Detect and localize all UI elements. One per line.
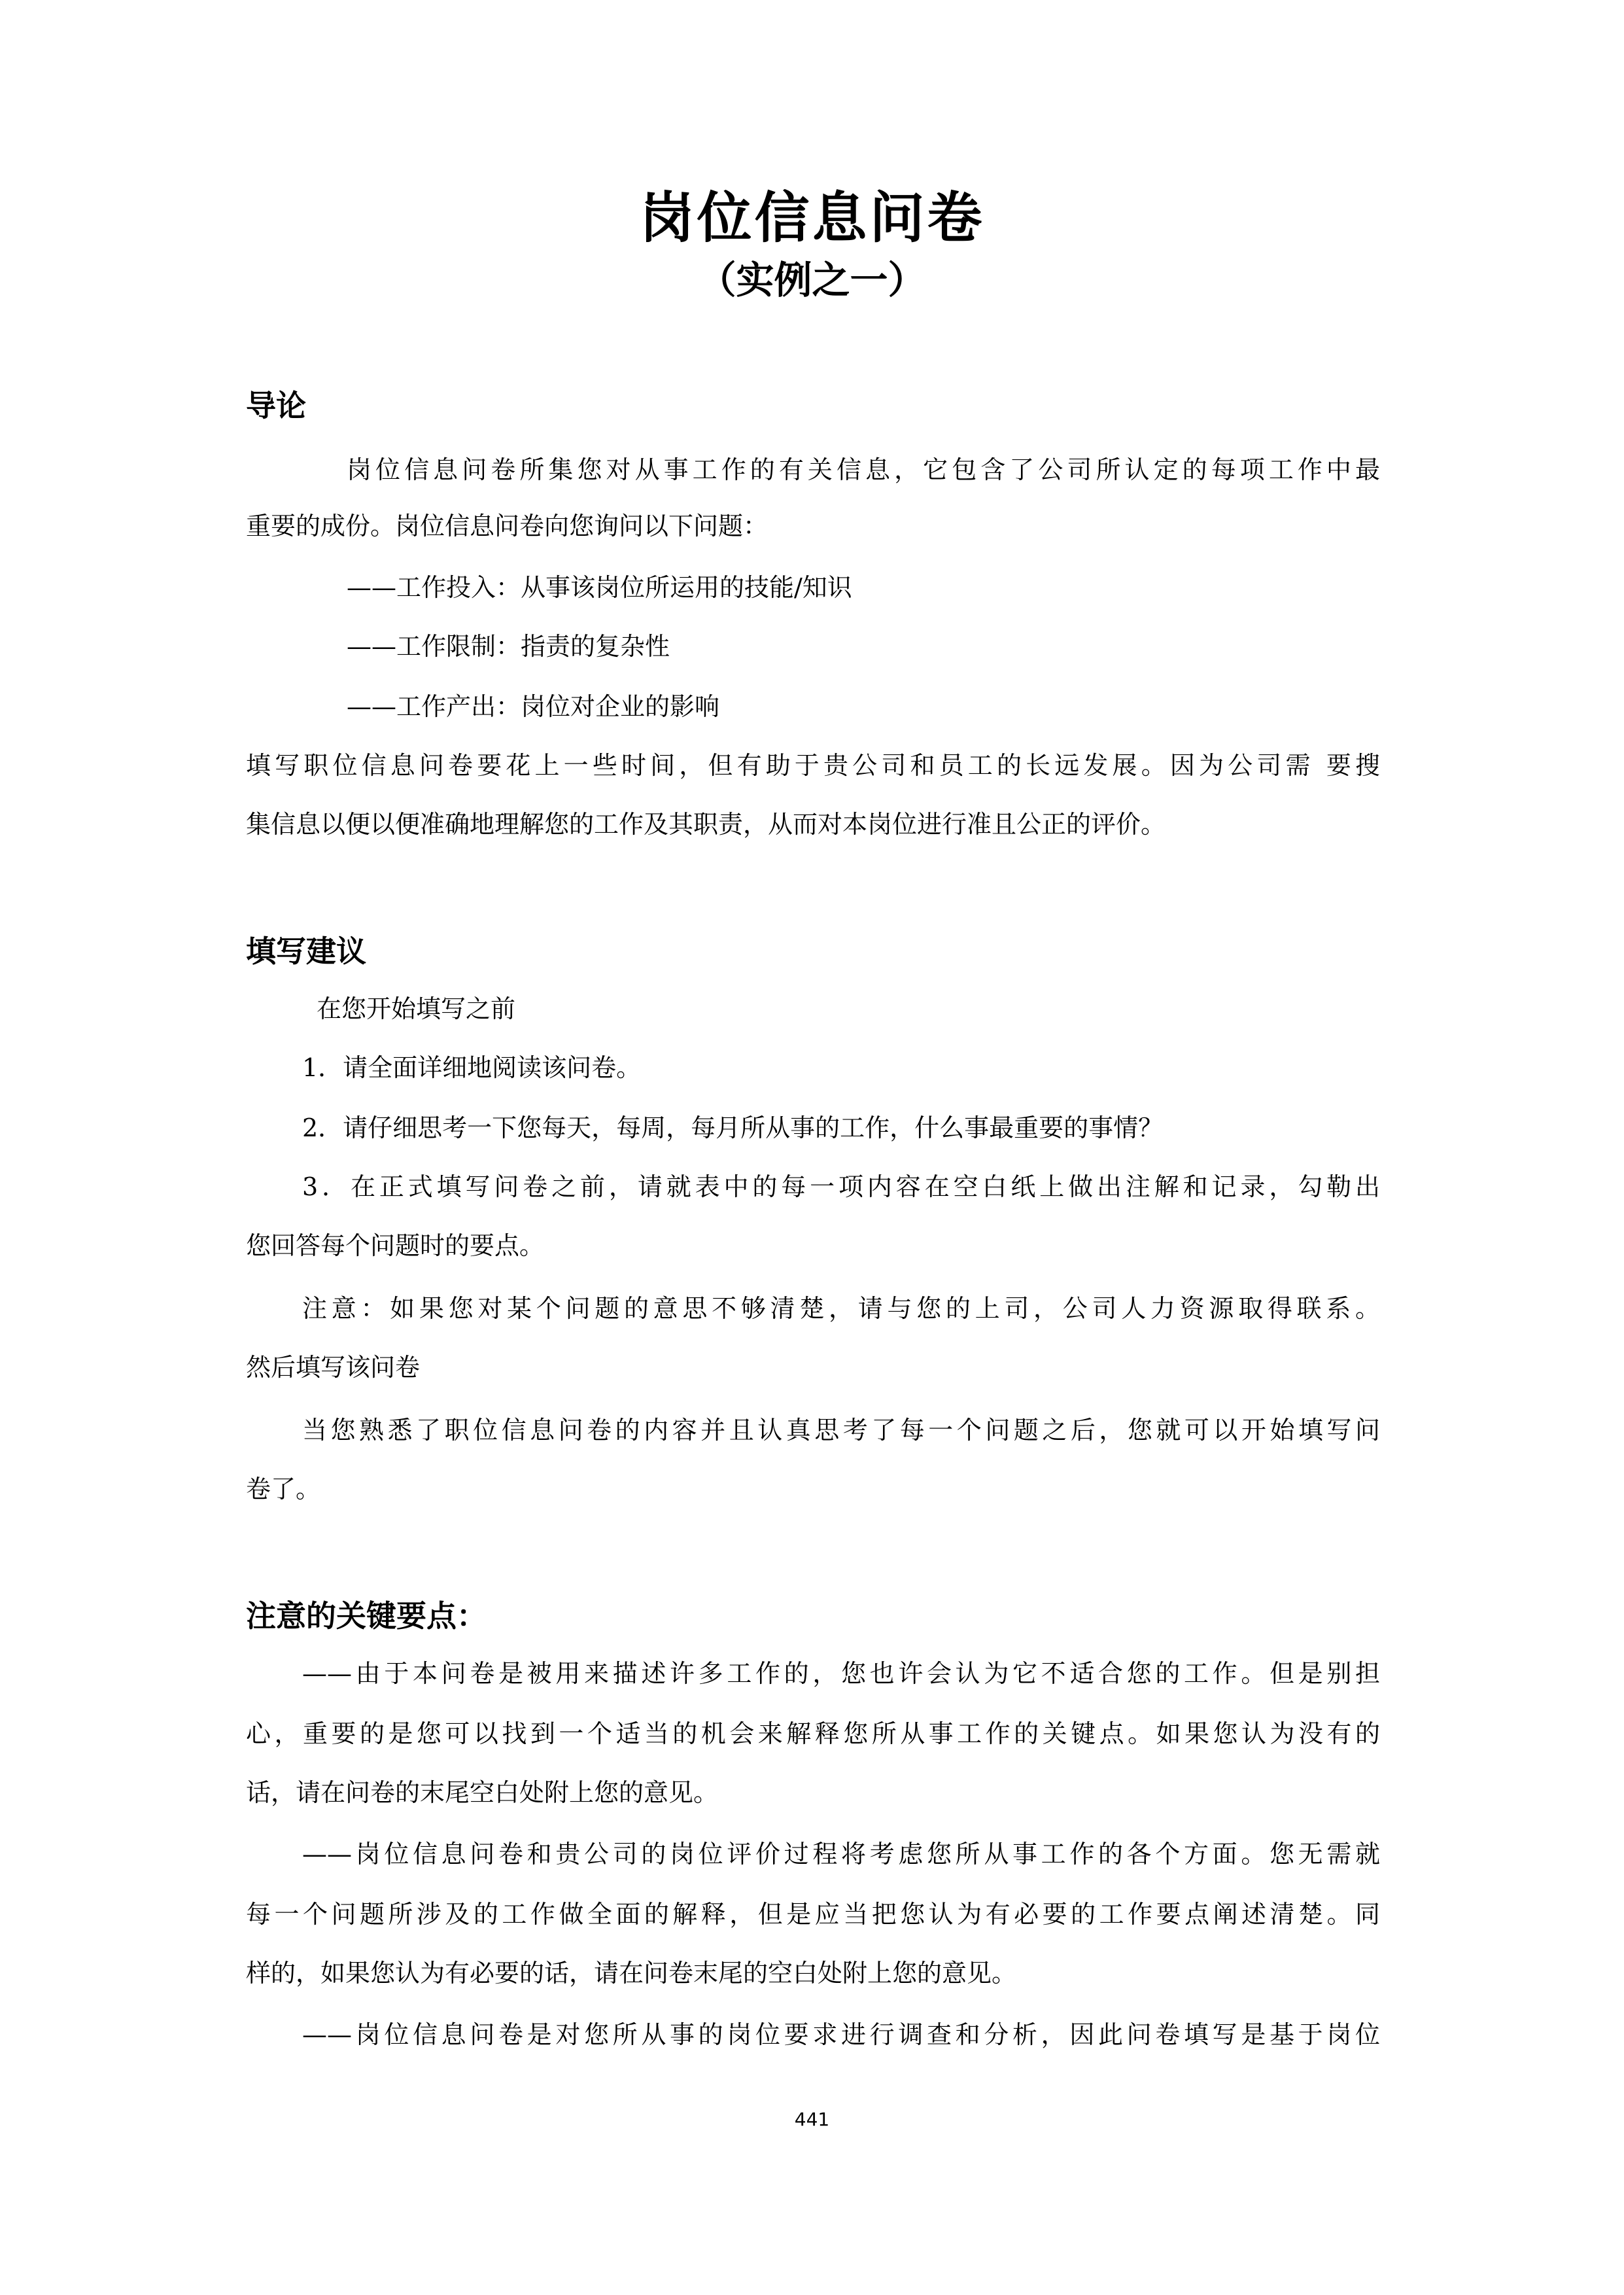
- key-point-line: 话，请在问卷的末尾空白处附上您的意见。: [246, 1778, 719, 1807]
- key-point-line: 样的，如果您认为有必要的话，请在问卷末尾的空白处附上您的意见。: [246, 1959, 1017, 1988]
- advice-list-item: 3．在正式填写问卷之前，请就表中的每一项内容在空白纸上做出注解和记录，勾勒出: [302, 1172, 1380, 1201]
- intro-paragraph-line: 重要的成份。岗位信息问卷向您询问以下问题：: [246, 512, 769, 540]
- section-heading-advice: 填写建议: [246, 934, 366, 969]
- key-point-line: 每一个问题所涉及的工作做全面的解释，但是应当把您认为有必要的工作要点阐述清楚。同: [246, 1900, 1380, 1929]
- document-subtitle: （实例之一）: [698, 258, 926, 302]
- document-title: 岗位信息问卷: [639, 186, 985, 250]
- intro-list-item: ——工作限制：指责的复杂性: [347, 632, 670, 661]
- key-point-line: ——由于本问卷是被用来描述许多工作的，您也许会认为它不适合您的工作。但是别担: [302, 1659, 1380, 1688]
- intro-paragraph-line: 岗位信息问卷所集您对从事工作的有关信息，它包含了公司所认定的每项工作中最: [347, 455, 1380, 484]
- intro-list-item: ——工作投入：从事该岗位所运用的技能/知识: [347, 573, 852, 602]
- advice-line: 在您开始填写之前: [317, 994, 516, 1023]
- key-point-line: ——岗位信息问卷是对您所从事的岗位要求进行调查和分析，因此问卷填写是基于岗位: [302, 2020, 1380, 2049]
- advice-line: 卷了。: [246, 1475, 321, 1503]
- intro-paragraph-line: 集信息以便以便准确地理解您的工作及其职责，从而对本岗位进行准且公正的评价。: [246, 810, 1166, 839]
- intro-list-item: ——工作产出：岗位对企业的影响: [347, 692, 720, 721]
- section-heading-intro: 导论: [246, 388, 306, 423]
- key-point-line: ——岗位信息问卷和贵公司的岗位评价过程将考虑您所从事工作的各个方面。您无需就: [302, 1840, 1380, 1868]
- advice-list-item: 2．请仔细思考一下您每天，每周，每月所从事的工作，什么事最重要的事情？: [302, 1113, 1164, 1142]
- advice-list-item: 1．请全面详细地阅读该问卷。: [302, 1053, 642, 1082]
- advice-line: 您回答每个问题时的要点。: [246, 1231, 545, 1260]
- advice-note-line: 然后填写该问卷: [246, 1353, 421, 1382]
- page-number: 441: [794, 2109, 830, 2130]
- advice-line: 当您熟悉了职位信息问卷的内容并且认真思考了每一个问题之后，您就可以开始填写问: [302, 1416, 1380, 1445]
- advice-note-line: 注意：如果您对某个问题的意思不够清楚，请与您的上司，公司人力资源取得联系。: [302, 1294, 1380, 1323]
- intro-paragraph-line: 填写职位信息问卷要花上一些时间，但有助于贵公司和员工的长远发展。因为公司需 要搜: [246, 751, 1380, 780]
- key-point-line: 心，重要的是您可以找到一个适当的机会来解释您所从事工作的关键点。如果您认为没有的: [246, 1719, 1380, 1748]
- section-heading-key-points: 注意的关键要点：: [246, 1598, 487, 1634]
